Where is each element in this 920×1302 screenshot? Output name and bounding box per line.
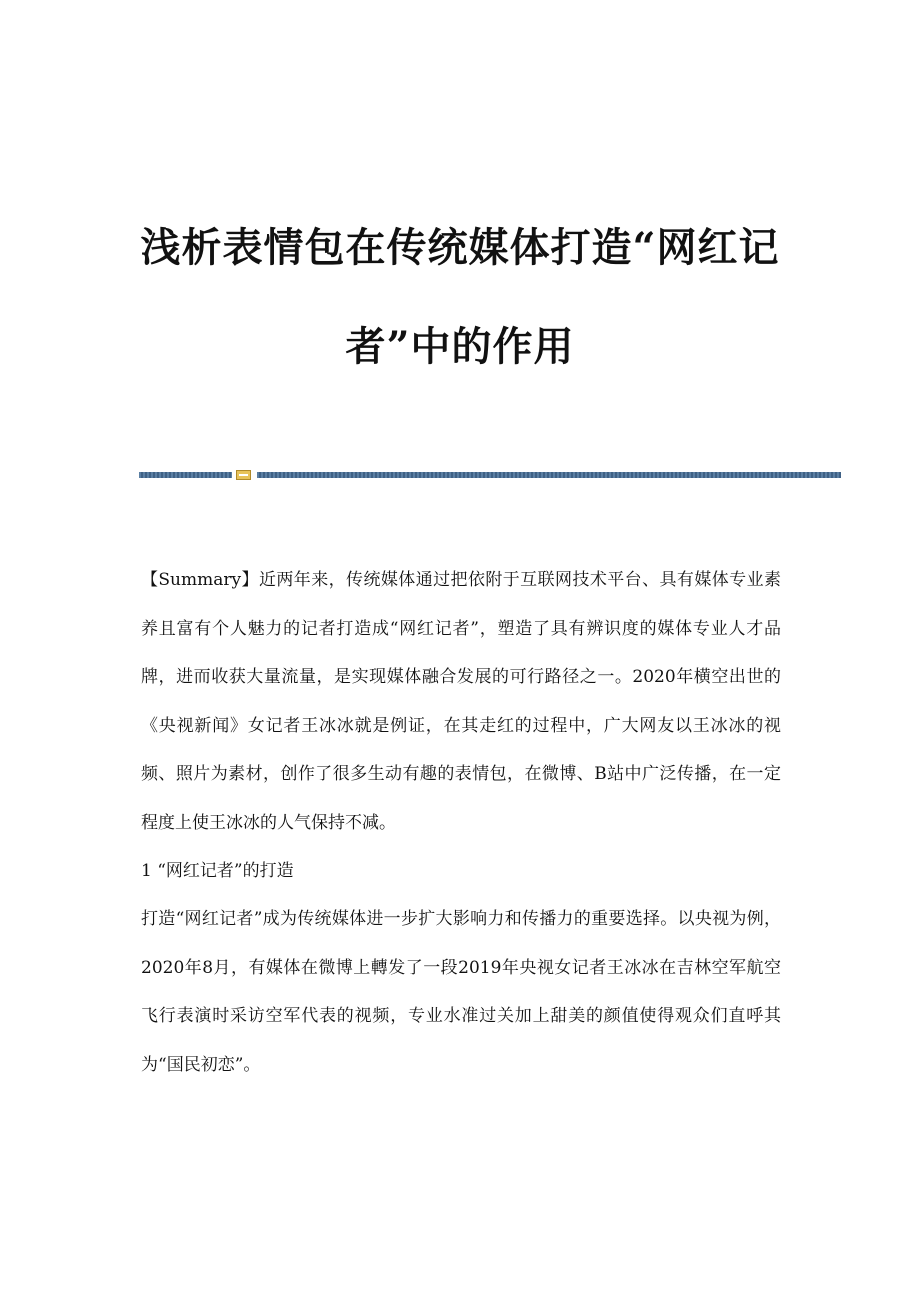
- divider-ornament-icon: [236, 470, 251, 480]
- summary-text: 近两年来，传统媒体通过把依附于互联网技术平台、具有媒体专业素养且富有个人魅力的记者打造成“网红记者”，塑造了具有辨识度的媒体专业人才品牌，进而收获大量流量，是实现媒体融合发展的可行路径之一。2020年横空出世的《央视新闻》女记者王冰冰就是例证，在其走红的过程中，广大网友以王冰冰的视频、照片为素材，创作了很多生动有趣的表情包，在微博、B站中广泛传播，在一定程度上使王冰冰的人气保持不减。: [141, 570, 782, 833]
- divider-bar-left: [139, 472, 232, 478]
- section-heading: 1 “网红记者”的打造: [141, 861, 294, 881]
- summary-label: 【Summary】: [141, 570, 259, 590]
- page-title-line-1: 浅析表情包在传统媒体打造“网红记: [140, 224, 780, 271]
- page-title-line-2: 者”中的作用: [345, 323, 575, 370]
- title-divider: [139, 470, 841, 480]
- section-paragraph: 打造“网红记者”成为传统媒体进一步扩大影响力和传播力的重要选择。以央视为例，2020年8月，有媒体在微博上轉发了一段2019年央视女记者王冰冰在吉林空军航空飞行表演时采访空军代表的视频，专业水准过关加上甜美的颜值使得观众们直呼其为“国民初恋”。: [141, 909, 781, 1075]
- summary-paragraph: [141, 556, 781, 847]
- divider-bar-right: [257, 472, 841, 478]
